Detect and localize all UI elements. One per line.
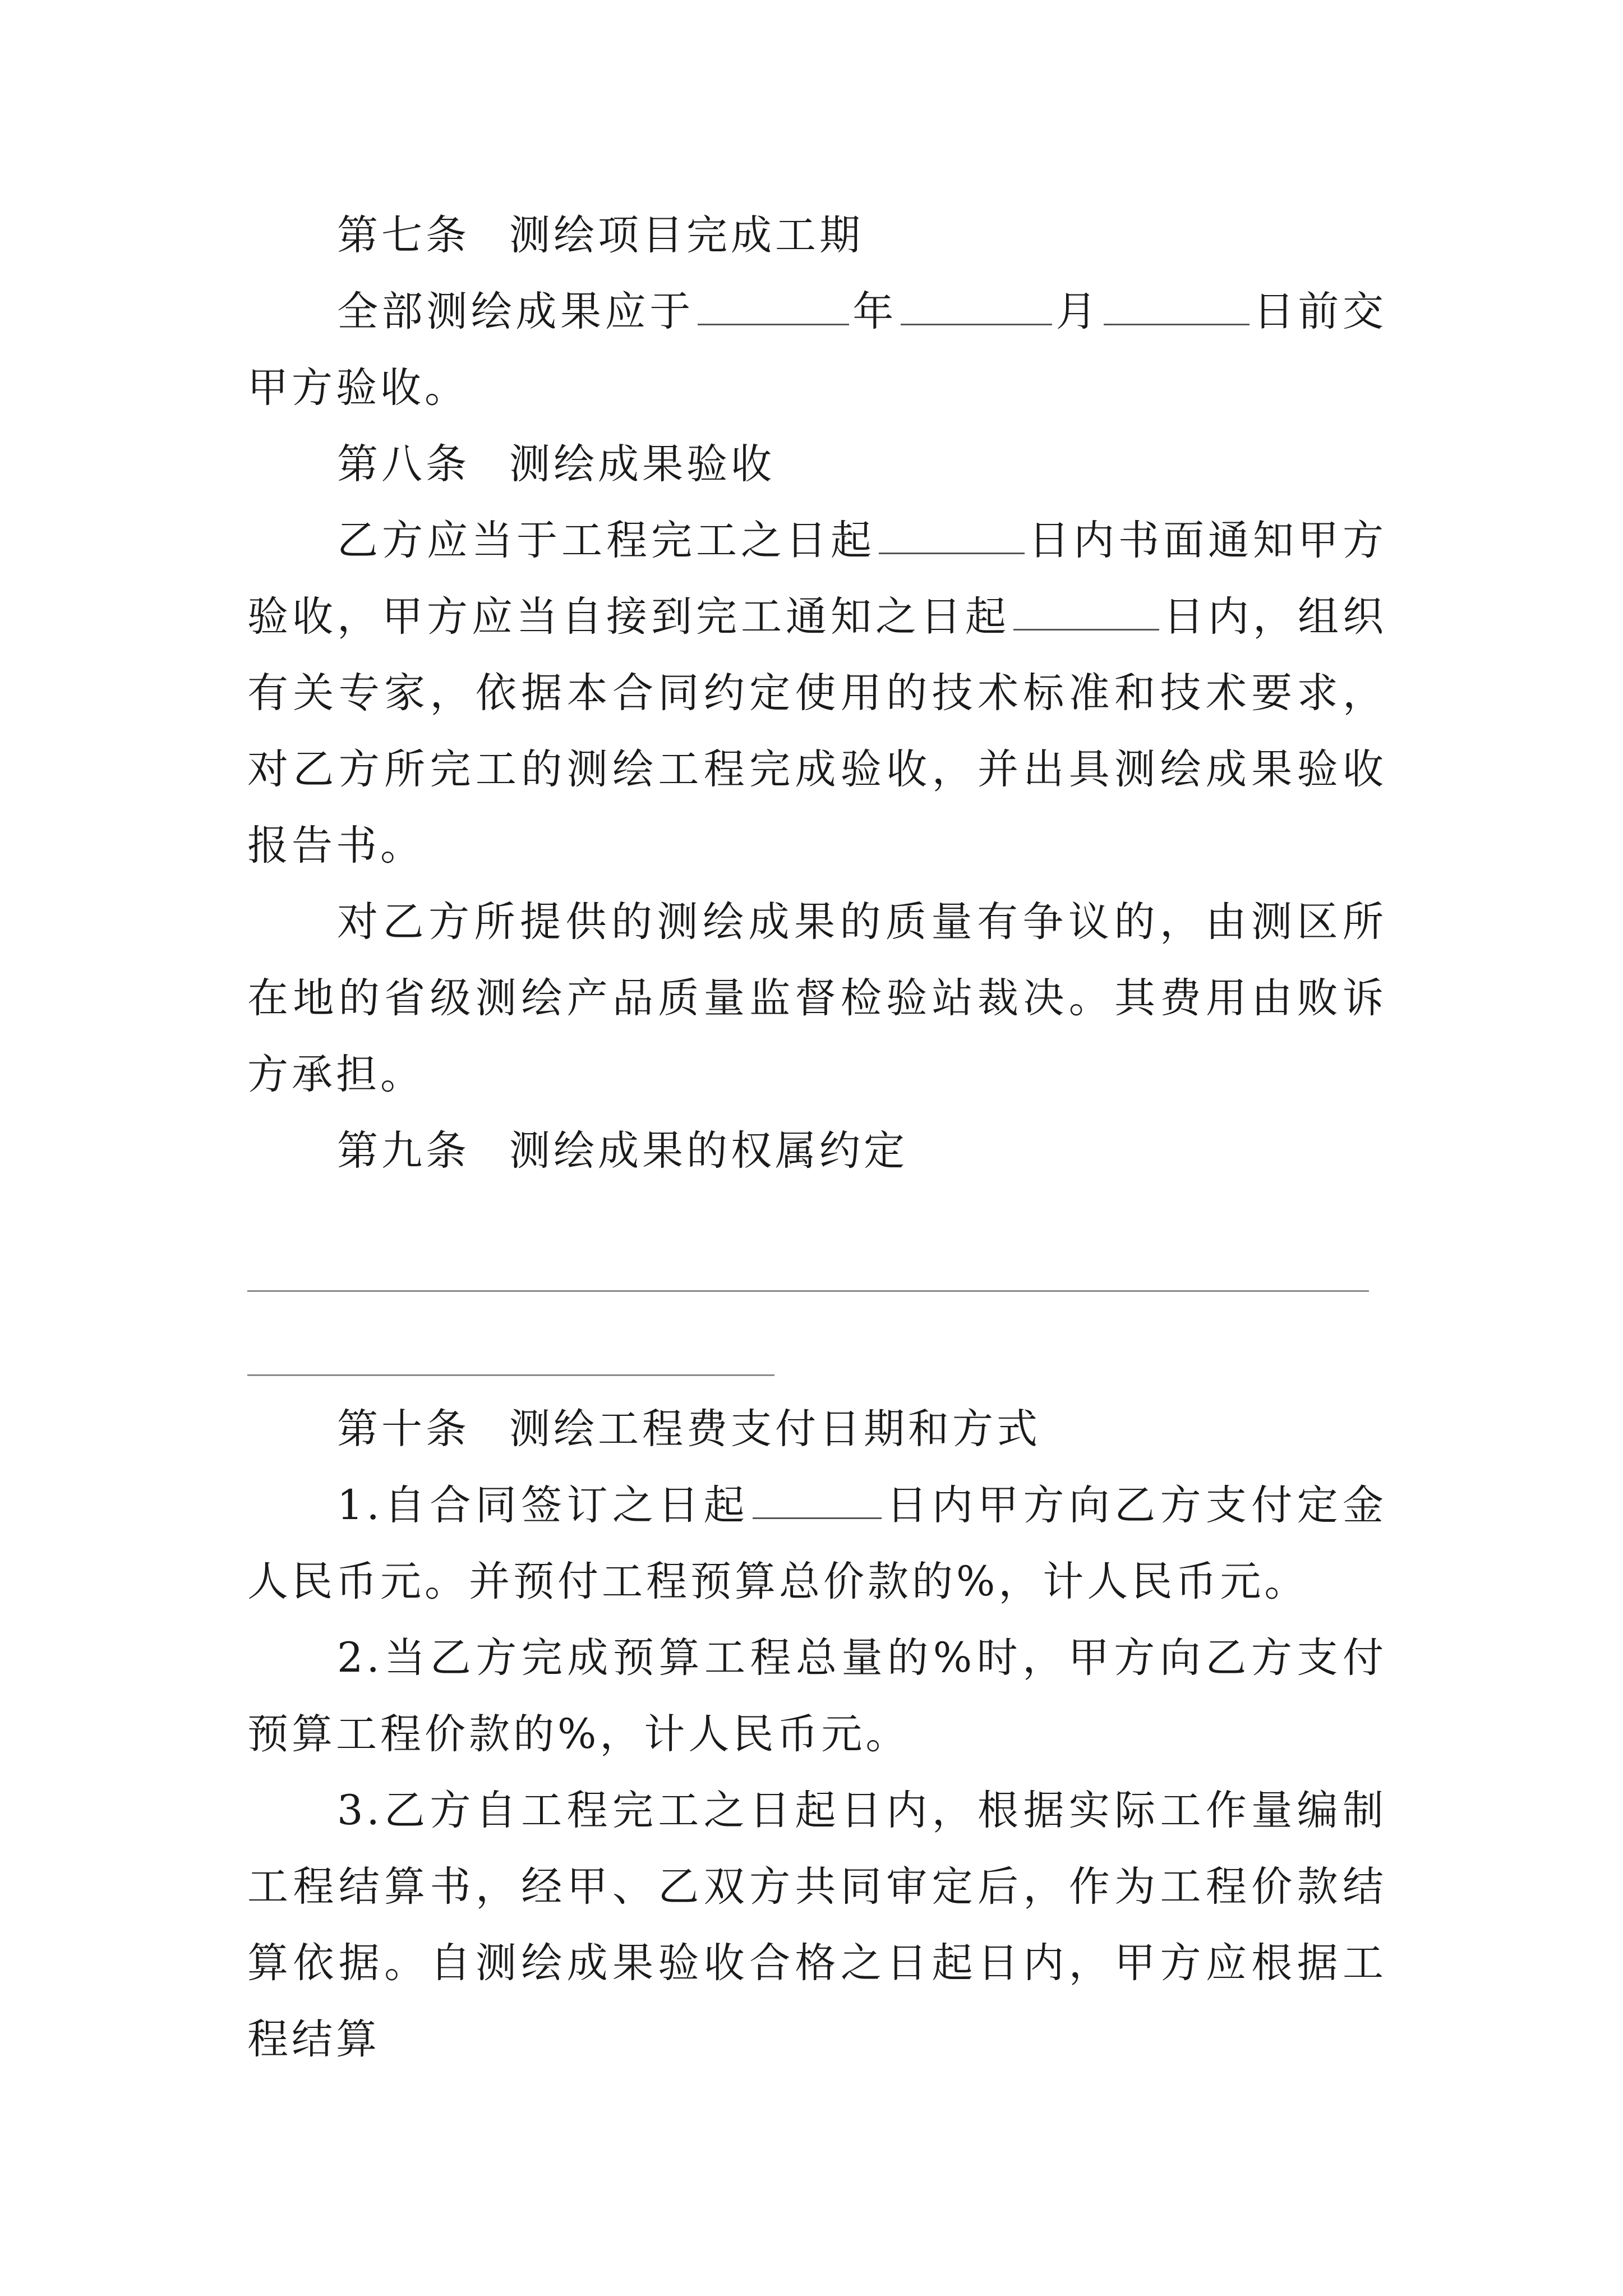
year-label: 年	[852, 288, 898, 335]
article-8-paragraph-1	[247, 503, 1387, 884]
contract-body	[247, 197, 1387, 2078]
article-8-p1-part3: 日内，组织有关专家，依据本合同约定使用的技术标准和技术要求，对乙方所完工的测绘工程完成验收，并出具测绘成果验收报告书。	[247, 593, 1387, 869]
day-blank[interactable]	[1104, 290, 1249, 325]
article-10-item-1	[247, 1467, 1387, 1620]
article-9-fill-lines	[247, 1189, 1387, 1391]
article-7-paragraph	[247, 274, 1387, 426]
article-10-item-3: 3.乙方自工程完工之日起日内，根据实际工作量编制工程结算书，经甲、乙双方共同审定后，作为工程价款结算依据。自测绘成果验收合格之日起日内，甲方应根据工程结算	[247, 1787, 1387, 2063]
article-8-paragraph-2: 对乙方所提供的测绘成果的质量有争议的，由测区所在地的省级测绘产品质量监督检验站裁决。其费用由败诉方承担。	[247, 898, 1387, 1098]
article-7-title: 测绘项目完成工期	[509, 211, 864, 259]
article-9-title: 测绘成果的权属约定	[509, 1127, 908, 1175]
fill-line-1[interactable]	[247, 1290, 1369, 1292]
article-9-number: 第九条	[337, 1127, 470, 1175]
fill-line-2[interactable]	[247, 1374, 774, 1376]
article-8-heading	[247, 426, 1387, 503]
article-7-text-end: 日前交甲方验收。	[247, 288, 1387, 412]
article-8-number: 第八条	[337, 440, 470, 488]
article-7-number: 第七条	[337, 211, 470, 259]
article-10-item-2: 2.当乙方完成预算工程总量的%时，甲方向乙方支付预算工程价款的%，计人民币元。	[247, 1634, 1387, 1758]
article-10-title: 测绘工程费支付日期和方式	[509, 1405, 1041, 1453]
month-label: 月	[1055, 288, 1101, 335]
item-1-start: 1.自合同签订之日起	[337, 1481, 749, 1529]
article-7-text-start: 全部测绘成果应于	[337, 288, 694, 335]
article-9-heading	[247, 1113, 1387, 1189]
article-10-heading	[247, 1391, 1387, 1467]
article-8-title: 测绘成果验收	[509, 440, 775, 488]
deposit-days-blank[interactable]	[753, 1484, 882, 1519]
item-1-end: 日内甲方向乙方支付定金人民币元。并预付工程预算总价款的%，计人民币元。	[247, 1481, 1387, 1605]
article-8-p1-part2: 日内书面通知甲方验收，甲方应当自接到完工通知之日起	[247, 517, 1387, 641]
acceptance-days-blank[interactable]	[1013, 595, 1159, 631]
year-blank[interactable]	[698, 290, 849, 325]
article-7-heading	[247, 197, 1387, 274]
notice-days-blank[interactable]	[879, 519, 1025, 554]
month-blank[interactable]	[901, 290, 1052, 325]
article-8-p1-part1: 乙方应当于工程完工之日起	[337, 517, 875, 564]
article-10-number: 第十条	[337, 1405, 470, 1453]
